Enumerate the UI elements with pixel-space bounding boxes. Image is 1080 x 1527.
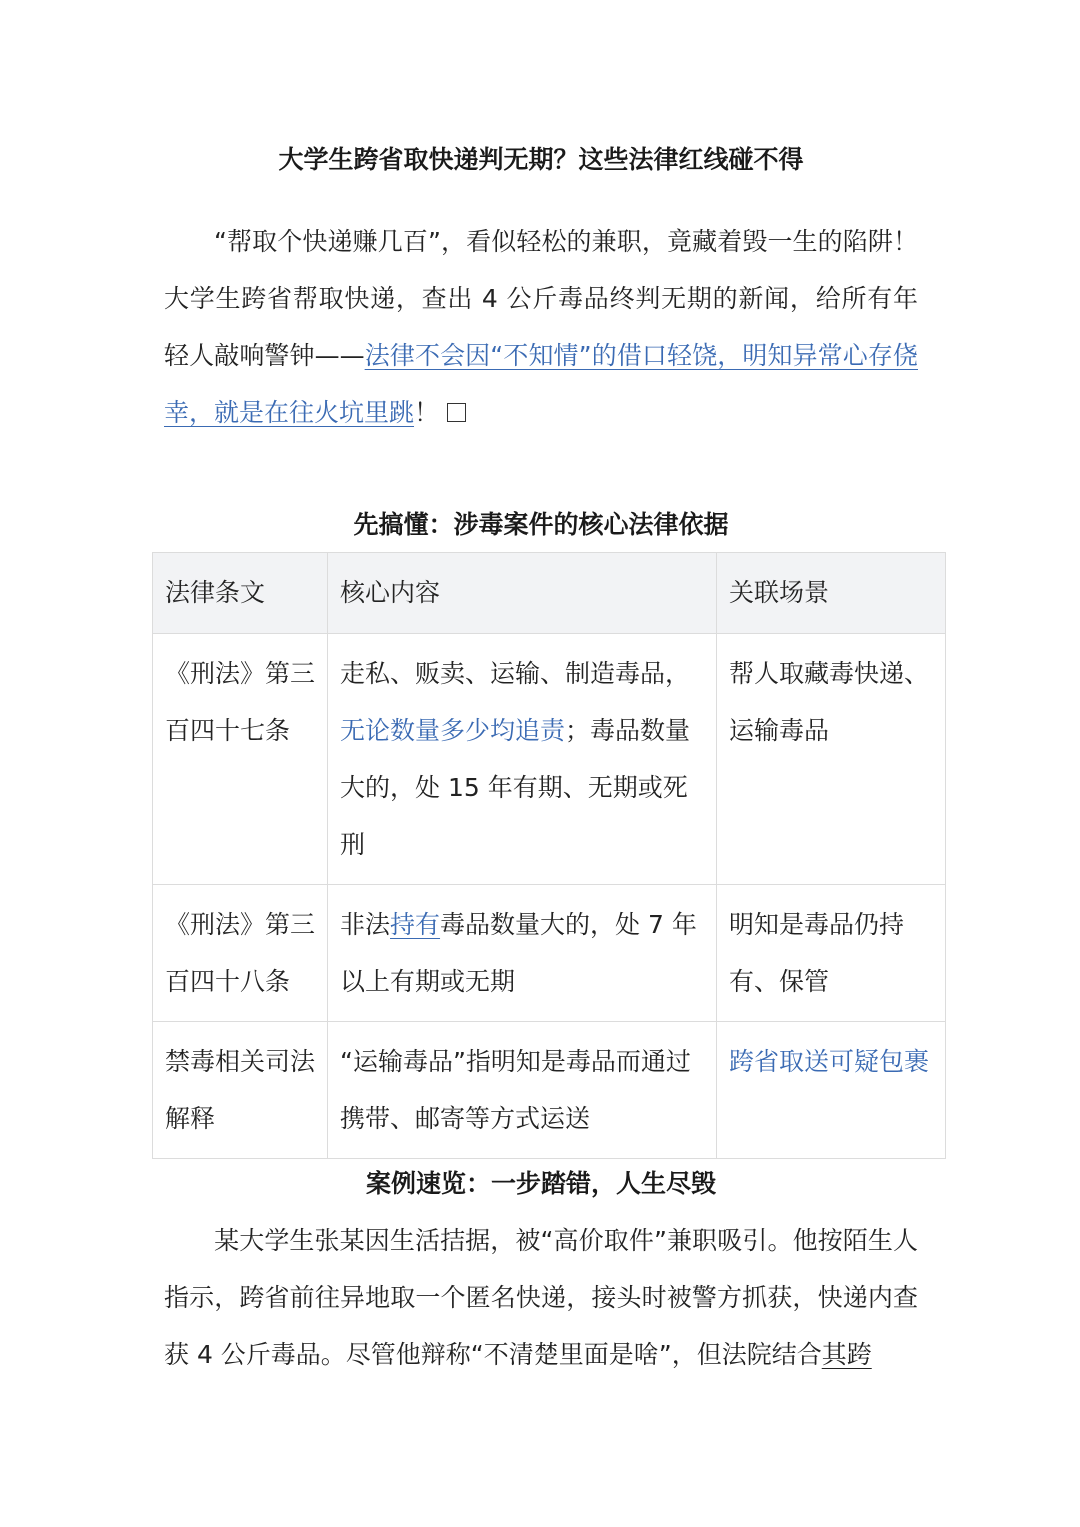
content-text: 毒品数量大的，处 7 年以上有期或无期 xyxy=(340,910,697,996)
checkbox-icon xyxy=(447,403,466,422)
law-table xyxy=(152,552,946,1159)
section-title-case: 案例速览：一步踏错，人生尽毁 xyxy=(365,1169,716,1198)
intro-end: ！ xyxy=(414,398,440,427)
content-text: ；毒品数量大的，处 15 年有期、无期或死刑 xyxy=(340,716,691,859)
law-cell: 《刑法》第三百四十七条 xyxy=(153,634,328,885)
table-header-cell: 关联场景 xyxy=(717,553,946,634)
law-cell: 禁毒相关司法解释 xyxy=(153,1022,328,1159)
content-cell xyxy=(328,634,717,885)
content-text: 走私、贩卖、运输、制造毒品， xyxy=(340,659,691,688)
scene-link[interactable]: 跨省取送可疑包裹 xyxy=(729,1047,930,1076)
table-header-cell: 核心内容 xyxy=(328,553,717,634)
case-text: 某大学生张某因生活拮据，被“高价取件”兼职吸引。他按陌生人指示，跨省前往异地取一个匿名快递，接头时被警方抓获，快递内查获 4 公斤毒品。尽管他辩称“不清楚里面是啥”，但法院结合 xyxy=(164,1226,918,1369)
intro-text: “帮取个快递赚几百”，看似轻松的兼职，竟藏着毁一生的陷阱！大学生跨省帮取快递，查出 4 公斤毒品终判无期的新闻，给所有年轻人敲响警钟—— xyxy=(164,227,918,370)
content-link[interactable]: 持有 xyxy=(390,910,441,939)
table-row xyxy=(153,634,946,885)
content-highlight: 无论数量多少均追责 xyxy=(340,716,566,745)
table-row xyxy=(153,885,946,1022)
scene-cell xyxy=(717,1022,946,1159)
law-cell: 《刑法》第三百四十八条 xyxy=(153,885,328,1022)
content-text: 非法 xyxy=(340,910,391,939)
content-cell xyxy=(328,885,717,1022)
content-cell: “运输毒品”指明知是毒品而通过携带、邮寄等方式运送 xyxy=(328,1022,717,1159)
article-title: 大学生跨省取快递判无期？这些法律红线碰不得 xyxy=(278,145,804,174)
table-header-row xyxy=(153,553,946,634)
case-underlined-text: 其跨 xyxy=(821,1340,872,1369)
section-title-law: 先搞懂：涉毒案件的核心法律依据 xyxy=(353,510,729,539)
table-row xyxy=(153,1022,946,1159)
scene-cell: 帮人取藏毒快递、运输毒品 xyxy=(717,634,946,885)
scene-cell: 明知是毒品仍持有、保管 xyxy=(717,885,946,1022)
intro-paragraph xyxy=(164,213,918,441)
case-paragraph xyxy=(164,1212,918,1383)
intro-highlight-link[interactable]: 法律不会因“不知情”的借口轻饶，明知异常心存侥幸，就是在往火坑里跳 xyxy=(164,341,918,427)
table-header-cell: 法律条文 xyxy=(153,553,328,634)
